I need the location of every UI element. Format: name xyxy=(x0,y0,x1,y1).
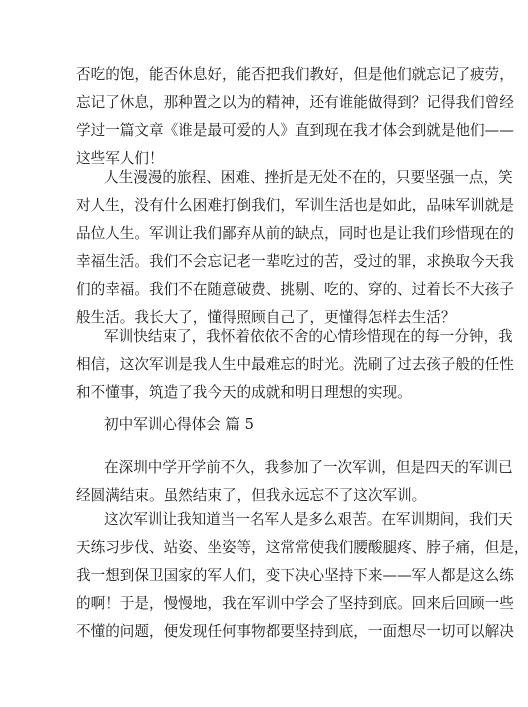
section-heading: 初中军训心得体会 篇 5 xyxy=(104,416,254,433)
text-line: 和不懂事，筑造了我今天的成就和明日理想的实现。 xyxy=(76,384,412,401)
text-line: 这些军人们！ xyxy=(76,150,164,167)
text-line: 幸福生活。我们不会忘记老一辈吃过的苦，受过的罪，求换取今天我 xyxy=(76,253,514,270)
text-line: 学过一篇文章《谁是最可爱的人》直到现在我才体会到就是他们—— xyxy=(76,122,514,139)
text-line: 相信，这次军训是我人生中最难忘的时光。洗刷了过去孩子般的任性 xyxy=(76,356,514,373)
text-line: 的啊！于是，慢慢地，我在军训中学会了坚持到底。回来后回顾一些 xyxy=(76,595,514,612)
text-line: 否吃的饱，能否休息好，能否把我们教好，但是他们就忘记了疲劳， xyxy=(76,66,514,83)
text-line: 天练习步伐、站姿、坐姿等，这常常使我们腰酸腿疼、脖子痛，但是， xyxy=(76,539,528,556)
text-line: 经圆满结束。虽然结束了，但我永远忘不了这次军训。 xyxy=(76,487,427,504)
paragraph-first-line: 在深圳中学开学前不久，我参加了一次军训，但是四天的军训已 xyxy=(104,459,513,476)
paragraph-first-line: 军训快结束了，我怀着依依不舍的心情珍惜现在的每一分钟，我 xyxy=(104,328,513,345)
paragraph-first-line: 人生漫漫的旅程、困难、挫折是无处不在的，只要坚强一点，笑 xyxy=(104,169,513,186)
text-line: 品位人生。军训让我们鄙弃从前的缺点，同时也是让我们珍惜现在的 xyxy=(76,225,514,242)
text-line: 忘记了休息，那种置之以为的精神，还有谁能做得到？记得我们曾经 xyxy=(76,94,514,111)
paragraph-first-line: 这次军训让我知道当一名军人是多么艰苦。在军训期间，我们天 xyxy=(104,511,513,528)
text-line: 我一想到保卫国家的军人们，变下决心坚持下来——军人都是这么练 xyxy=(76,567,514,584)
text-line: 不懂的问题，便发现任何事物都要坚持到底，一面想尽一切可以解决 xyxy=(76,623,514,640)
text-line: 般生活。我长大了，懂得照顾自己了，更懂得怎样去生活？ xyxy=(76,309,456,326)
text-line: 对人生，没有什么困难打倒我们，军训生活也是如此，品味军训就是 xyxy=(76,197,514,214)
text-line: 们的幸福。我们不在随意破费、挑剔、吃的、穿的、过着长不大孩子 xyxy=(76,281,514,298)
